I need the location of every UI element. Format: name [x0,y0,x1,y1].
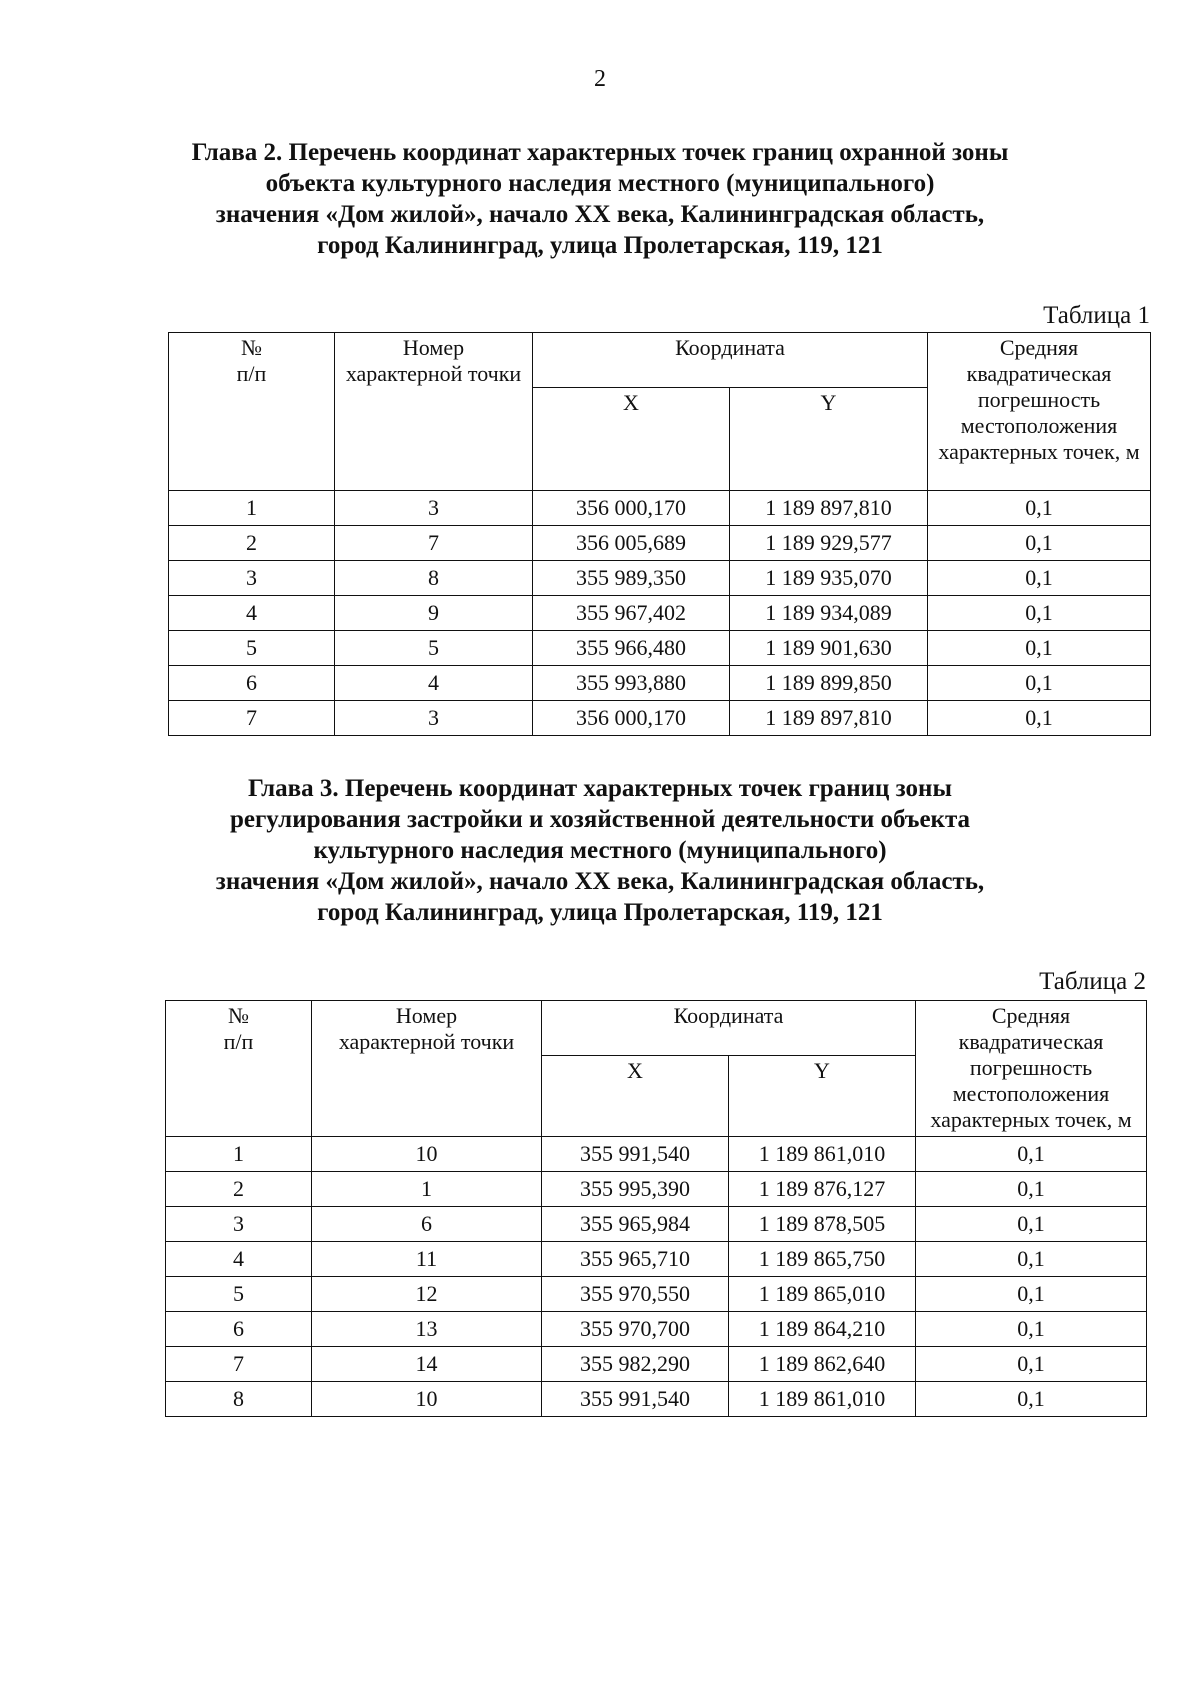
table-row [169,561,1151,596]
header-index-line: № [228,1003,249,1028]
cell-x: 355 995,390 [542,1172,729,1207]
header-point-number [312,1001,542,1137]
header-index-line: № [241,335,262,360]
cell-error: 0,1 [928,526,1151,561]
cell-error: 0,1 [928,561,1151,596]
table-1-body [169,333,1151,736]
cell-index: 7 [166,1347,312,1382]
cell-point-number: 10 [312,1137,542,1172]
cell-point-number: 10 [312,1382,542,1417]
cell-y: 1 189 865,750 [729,1242,916,1277]
table-row [166,1207,1147,1242]
cell-x: 355 967,402 [533,596,730,631]
cell-x: 356 000,170 [533,701,730,736]
cell-y: 1 189 901,630 [730,631,928,666]
table-2-caption: Таблица 2 [1039,968,1146,995]
chapter-2-title [150,137,1050,261]
cell-index: 2 [166,1172,312,1207]
header-error-line: Средняя [991,1003,1071,1028]
cell-y: 1 189 899,850 [730,666,928,701]
cell-point-number: 13 [312,1312,542,1347]
header-error-line: характерных точек, м [938,439,1140,464]
cell-point-number: 5 [335,631,533,666]
header-y: Y [729,1056,916,1137]
cell-y: 1 189 934,089 [730,596,928,631]
cell-error: 0,1 [928,701,1151,736]
cell-y: 1 189 861,010 [729,1382,916,1417]
cell-index: 7 [169,701,335,736]
cell-error: 0,1 [928,596,1151,631]
table-row [166,1382,1147,1417]
header-point-line: характерной точки [338,1029,515,1054]
table-row [169,491,1151,526]
cell-point-number: 9 [335,596,533,631]
cell-index: 3 [169,561,335,596]
cell-y: 1 189 876,127 [729,1172,916,1207]
cell-error: 0,1 [916,1312,1147,1347]
header-x: X [533,388,730,491]
cell-y: 1 189 862,640 [729,1347,916,1382]
table-2 [165,1000,1147,1417]
cell-x: 355 993,880 [533,666,730,701]
cell-index: 6 [169,666,335,701]
header-error [928,333,1151,491]
cell-index: 5 [166,1277,312,1312]
cell-point-number: 6 [312,1207,542,1242]
cell-x: 355 970,550 [542,1277,729,1312]
chapter-3-title-line: Глава 3. Перечень координат характерных точек границ зоны [248,775,952,802]
table-row [166,1137,1147,1172]
table-row [166,1172,1147,1207]
cell-y: 1 189 935,070 [730,561,928,596]
cell-error: 0,1 [928,666,1151,701]
chapter-2-title-line: значения «Дом жилой», начало XX века, Калининградская область, [215,201,985,228]
table-1 [168,332,1151,736]
cell-x: 355 965,984 [542,1207,729,1242]
header-coordinate: Координата [533,333,928,388]
cell-error: 0,1 [928,631,1151,666]
cell-index: 4 [169,596,335,631]
chapter-3-title-line: значения «Дом жилой», начало XX века, Калининградская область, [215,868,985,895]
header-point-line: характерной точки [345,361,522,386]
cell-x: 355 965,710 [542,1242,729,1277]
chapter-3-title-line: город Калининград, улица Пролетарская, 119, 121 [317,899,883,926]
header-error-line: характерных точек, м [930,1107,1132,1132]
cell-point-number: 11 [312,1242,542,1277]
header-index [169,333,335,491]
cell-point-number: 12 [312,1277,542,1312]
header-point-number [335,333,533,491]
header-error-line: местоположения [960,413,1118,438]
cell-point-number: 8 [335,561,533,596]
cell-y: 1 189 861,010 [729,1137,916,1172]
header-error-line: местоположения [952,1081,1110,1106]
cell-point-number: 7 [335,526,533,561]
cell-point-number: 14 [312,1347,542,1382]
header-error-line: квадратическая [958,1029,1104,1054]
table-1-caption: Таблица 1 [1043,302,1150,329]
table-row [169,666,1151,701]
table-row [166,1347,1147,1382]
cell-index: 8 [166,1382,312,1417]
cell-error: 0,1 [928,491,1151,526]
header-index-line: п/п [223,1029,254,1054]
header-point-line: Номер [395,1003,458,1028]
chapter-3-title [150,773,1050,928]
table-row [169,701,1151,736]
cell-point-number: 4 [335,666,533,701]
header-error-line: квадратическая [966,361,1112,386]
header-coordinate: Координата [542,1001,916,1056]
chapter-3-title-line: культурного наследия местного (муниципального) [313,837,887,864]
cell-index: 1 [166,1137,312,1172]
cell-x: 356 000,170 [533,491,730,526]
header-index-line: п/п [236,361,267,386]
cell-index: 1 [169,491,335,526]
header-error [916,1001,1147,1137]
table-header-row [166,1001,1147,1056]
table-row [166,1242,1147,1277]
header-point-line: Номер [402,335,465,360]
cell-y: 1 189 865,010 [729,1277,916,1312]
chapter-2-title-line: Глава 2. Перечень координат характерных точек границ охранной зоны [191,139,1009,166]
table-row [166,1312,1147,1347]
cell-y: 1 189 864,210 [729,1312,916,1347]
cell-x: 355 966,480 [533,631,730,666]
cell-index: 5 [169,631,335,666]
cell-x: 355 989,350 [533,561,730,596]
cell-error: 0,1 [916,1207,1147,1242]
cell-point-number: 1 [312,1172,542,1207]
table-row [166,1277,1147,1312]
chapter-2-title-line: город Калининград, улица Пролетарская, 119, 121 [317,232,883,259]
header-x: X [542,1056,729,1137]
chapter-2-title-line: объекта культурного наследия местного (муниципального) [265,170,935,197]
cell-x: 355 991,540 [542,1137,729,1172]
page-number: 2 [594,66,606,92]
table-header-row [169,333,1151,388]
header-error-line: Средняя [999,335,1079,360]
cell-y: 1 189 878,505 [729,1207,916,1242]
table-row [169,631,1151,666]
cell-point-number: 3 [335,701,533,736]
chapter-3-title-line: регулирования застройки и хозяйственной деятельности объекта [229,806,971,833]
cell-x: 355 982,290 [542,1347,729,1382]
cell-index: 4 [166,1242,312,1277]
cell-error: 0,1 [916,1137,1147,1172]
cell-x: 355 991,540 [542,1382,729,1417]
cell-x: 356 005,689 [533,526,730,561]
table-row [169,526,1151,561]
cell-point-number: 3 [335,491,533,526]
cell-x: 355 970,700 [542,1312,729,1347]
cell-error: 0,1 [916,1172,1147,1207]
header-y: Y [730,388,928,491]
cell-error: 0,1 [916,1277,1147,1312]
cell-error: 0,1 [916,1242,1147,1277]
header-error-line: погрешность [977,387,1101,412]
table-row [169,596,1151,631]
cell-y: 1 189 929,577 [730,526,928,561]
table-2-body [166,1001,1147,1417]
cell-y: 1 189 897,810 [730,491,928,526]
header-error-line: погрешность [969,1055,1093,1080]
cell-index: 6 [166,1312,312,1347]
cell-y: 1 189 897,810 [730,701,928,736]
cell-index: 2 [169,526,335,561]
header-index [166,1001,312,1137]
cell-error: 0,1 [916,1347,1147,1382]
cell-index: 3 [166,1207,312,1242]
cell-error: 0,1 [916,1382,1147,1417]
